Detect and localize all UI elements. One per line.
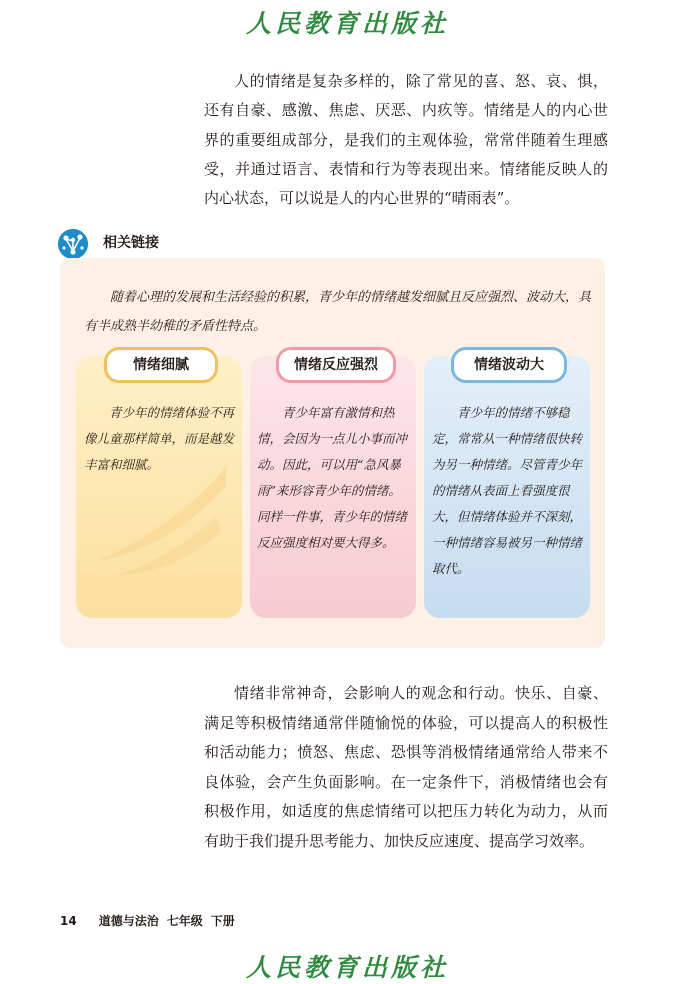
paragraph-emotions-effects: 情绪非常神奇，会影响人的观念和行动。快乐、自豪、满足等积极情绪通常伴随愉悦的体验，可以提高人的积极性和活动能力；愤怒、焦虑、恐惧等消极情绪通常给人带来不良体验，会产生负面影响。在一定条件下，消极情绪也会有积极作用，如适度的焦虑情绪可以把压力转化为动力，从而有助于我们提升思考能力、加快反应速度、提高学习效率。 (204, 684, 608, 850)
card-text-volatile: 青少年的情绪不够稳定，常常从一种情绪很快转为另一种情绪。尽管青少年的情绪从表面上看强度很大，但情绪体验并不深刻，一种情绪容易被另一种情绪取代。 (432, 405, 583, 576)
card-delicate (76, 356, 242, 618)
footer-volume: 下册 (210, 914, 235, 928)
people-network-icon (58, 229, 88, 259)
publisher-logo-bottom: 人民教育出版社 (245, 953, 449, 982)
footer-subject: 道德与法治 (98, 914, 159, 928)
paragraph-emotions-intro: 人的情绪是复杂多样的，除了常见的喜、怒、哀、惧，还有自豪、感激、焦虑、厌恶、内疚等。情绪是人的内心世界的重要组成部分，是我们的主观体验，常常伴随着生理感受，并通过语言、表情和行为等表现出来。情绪能反映人的内心状态，可以说是人的内心世界的“晴雨表”。 (204, 72, 608, 208)
related-link-intro: 随着心理的发展和生活经验的积累，青少年的情绪越发细腻且反应强烈、波动大，具有半成熟半幼稚的矛盾性特点。 (84, 290, 592, 334)
tag-emotion-intense: 情绪反应强烈 (276, 347, 396, 383)
footer-grade: 七年级 (166, 914, 203, 928)
publisher-logo-top: 人民教育出版社 (245, 9, 449, 38)
card-text-delicate: 青少年的情绪体验不再像儿童那样简单，而是越发丰富和细腻。 (84, 405, 235, 472)
page-footer (60, 912, 235, 929)
card-text-intense: 青少年富有激情和热情，会因为一点儿小事而冲动。因此，可以用“急风暴雨”来形容青少年的情绪。同样一件事，青少年的情绪反应强度相对要大得多。 (257, 405, 408, 550)
tag-emotion-delicate: 情绪细腻 (104, 347, 218, 383)
related-link-title: 相关链接 (103, 235, 159, 251)
page-number: 14 (60, 914, 77, 928)
tag-emotion-volatile: 情绪波动大 (451, 347, 567, 383)
